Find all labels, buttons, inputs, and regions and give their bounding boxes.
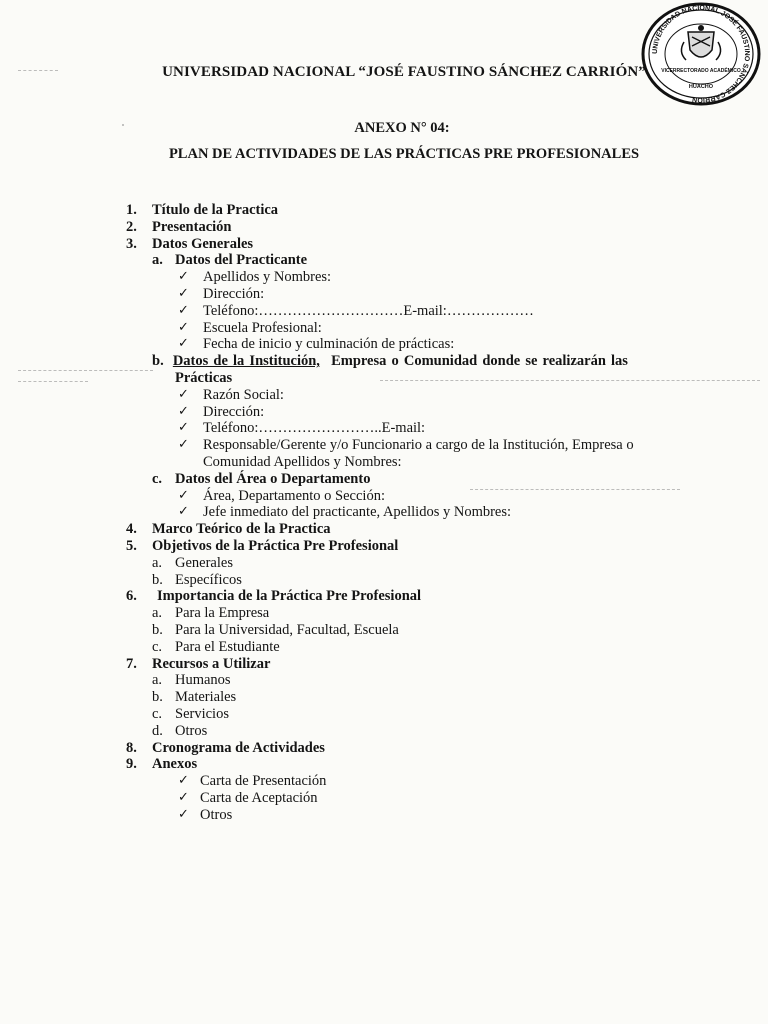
list-item-marker: c. bbox=[152, 705, 163, 722]
checklist-item-text: Carta de Presentación bbox=[200, 773, 327, 790]
subsection-title-part: Empresa o Comunidad donde se realizarán las bbox=[331, 353, 628, 370]
section-title: Cronograma de Actividades bbox=[152, 739, 325, 756]
outline-section bbox=[0, 756, 768, 773]
section-title: Datos Generales bbox=[152, 235, 254, 252]
list-item-marker: b. bbox=[152, 621, 163, 638]
plan-title: PLAN DE ACTIVIDADES DE LAS PRÁCTICAS PRE PROFESIONALES bbox=[168, 146, 640, 162]
section-title: Título de la Practica bbox=[152, 202, 279, 218]
list-item bbox=[0, 622, 768, 639]
outline-section bbox=[0, 219, 768, 236]
checklist-item bbox=[0, 320, 768, 337]
checkmark-icon: ✓ bbox=[178, 487, 189, 503]
checklist-item bbox=[0, 286, 768, 303]
university-seal-stamp bbox=[640, 2, 762, 106]
checklist-item bbox=[0, 790, 768, 807]
section-number: 6. bbox=[126, 588, 137, 605]
seal-ring-text: UNIVERSIDAD NACIONAL JOSÉ FAUSTINO SÁNCHEZ CARRIÓN bbox=[651, 4, 751, 104]
list-item-text: Materiales bbox=[175, 689, 237, 706]
section-number: 9. bbox=[126, 756, 137, 773]
outline-section bbox=[0, 538, 768, 555]
activity-outline bbox=[0, 202, 768, 823]
section-number: 8. bbox=[126, 739, 137, 756]
subsection-title: Datos del Área o Departamento bbox=[175, 470, 371, 487]
subsection bbox=[0, 471, 768, 488]
outline-section bbox=[0, 656, 768, 673]
list-item-text: Generales bbox=[175, 554, 233, 571]
list-item bbox=[0, 672, 768, 689]
checkmark-icon: ✓ bbox=[178, 269, 189, 285]
checklist-item-text: Dirección: bbox=[203, 403, 265, 420]
checkmark-icon: ✓ bbox=[178, 420, 189, 436]
list-item-text: Para el Estudiante bbox=[175, 638, 280, 655]
checkmark-icon: ✓ bbox=[178, 403, 189, 419]
section-title: Marco Teórico de la Practica bbox=[152, 521, 331, 538]
list-item-marker: d. bbox=[152, 722, 163, 739]
list-item-text: Otros bbox=[175, 722, 208, 739]
outline-section bbox=[0, 202, 768, 219]
checkmark-icon: ✓ bbox=[178, 773, 189, 789]
list-item-marker: a. bbox=[152, 605, 163, 622]
list-item-marker: a. bbox=[152, 672, 163, 689]
outline-section bbox=[0, 236, 768, 253]
seal-city: HUACHO bbox=[688, 84, 714, 90]
checklist-item-text: Carta de Aceptación bbox=[200, 789, 318, 806]
checklist-item-continuation bbox=[0, 454, 768, 471]
list-item-text: Para la Universidad, Facultad, Escuela bbox=[175, 621, 399, 638]
list-item-text: Humanos bbox=[175, 672, 231, 689]
subsection-title bbox=[152, 353, 628, 370]
list-item bbox=[0, 706, 768, 723]
checkmark-icon: ✓ bbox=[178, 336, 189, 352]
subsection-marker: a. bbox=[152, 252, 163, 269]
checklist-item bbox=[0, 420, 768, 437]
checklist-item bbox=[0, 437, 768, 454]
list-item-text: Específicos bbox=[175, 571, 242, 588]
checklist-item-text: Jefe inmediato del practicante, Apellidos y Nombres: bbox=[203, 504, 512, 521]
outline-section bbox=[0, 521, 768, 538]
university-title: UNIVERSIDAD NACIONAL “JOSÉ FAUSTINO SÁNCHEZ CARRIÓN” bbox=[162, 64, 646, 80]
checklist-item-text: Teléfono:…………………………E-mail:……………… bbox=[203, 302, 534, 319]
subsection-title-continuation bbox=[0, 370, 768, 387]
checkmark-icon: ✓ bbox=[178, 319, 189, 335]
checklist-item bbox=[0, 773, 768, 790]
section-number: 4. bbox=[126, 521, 137, 538]
checklist-item-text: Razón Social: bbox=[203, 386, 284, 403]
checklist-item-text: Comunidad Apellidos y Nombres: bbox=[203, 453, 402, 470]
list-item-marker: a. bbox=[152, 554, 163, 571]
checkmark-icon: ✓ bbox=[178, 789, 189, 805]
section-title: Recursos a Utilizar bbox=[152, 655, 271, 672]
seal-inner-text: VICERRECTORADO ACADÉMICO bbox=[661, 68, 741, 74]
section-title: Importancia de la Práctica Pre Profesional bbox=[157, 588, 422, 605]
list-item-marker: b. bbox=[152, 571, 163, 588]
checklist-item bbox=[0, 387, 768, 404]
section-title: Anexos bbox=[152, 756, 198, 773]
subsection-marker: c. bbox=[152, 470, 163, 487]
list-item bbox=[0, 639, 768, 656]
checklist-item bbox=[0, 504, 768, 521]
subsection bbox=[0, 252, 768, 269]
section-number: 3. bbox=[126, 235, 137, 252]
checklist-item-text: Área, Departamento o Sección: bbox=[203, 487, 385, 504]
checklist-item-text: Apellidos y Nombres: bbox=[203, 269, 332, 286]
checkmark-icon: ✓ bbox=[178, 302, 189, 318]
subsection-title-part: Datos de la Institución, bbox=[172, 353, 320, 370]
checklist-item-text: Dirección: bbox=[203, 285, 265, 302]
checklist-item bbox=[0, 303, 768, 320]
checklist-item-text: Responsable/Gerente y/o Funcionario a cargo de la Institución, Empresa o bbox=[203, 437, 634, 454]
section-number: 7. bbox=[126, 655, 137, 672]
section-title: Presentación bbox=[152, 218, 232, 235]
list-item bbox=[0, 572, 768, 589]
list-item bbox=[0, 605, 768, 622]
checklist-item-text: Otros bbox=[200, 806, 233, 823]
outline-section bbox=[0, 740, 768, 757]
list-item bbox=[0, 723, 768, 740]
annex-number: ANEXO N° 04: bbox=[354, 120, 450, 136]
checkmark-icon: ✓ bbox=[178, 504, 189, 520]
checkmark-icon: ✓ bbox=[178, 806, 189, 822]
checklist-item-text: Teléfono:……………………..E-mail: bbox=[203, 420, 426, 437]
checklist-item bbox=[0, 404, 768, 421]
checklist-item bbox=[0, 807, 768, 824]
checklist-item bbox=[0, 336, 768, 353]
list-item-marker: b. bbox=[152, 689, 163, 706]
list-item-marker: c. bbox=[152, 638, 163, 655]
list-item-text: Para la Empresa bbox=[175, 605, 270, 622]
section-number: 1. bbox=[126, 202, 137, 218]
checklist-item bbox=[0, 488, 768, 505]
checkmark-icon: ✓ bbox=[178, 386, 189, 402]
subsection-title: Datos del Practicante bbox=[175, 252, 308, 269]
section-title: Objetivos de la Práctica Pre Profesional bbox=[152, 537, 399, 554]
checklist-item bbox=[0, 269, 768, 286]
section-number: 2. bbox=[126, 218, 137, 235]
checkmark-icon: ✓ bbox=[178, 437, 189, 453]
subsection bbox=[0, 353, 768, 370]
subsection-title-part: Prácticas bbox=[175, 369, 233, 386]
checklist-item-text: Escuela Profesional: bbox=[203, 319, 322, 336]
list-item bbox=[0, 555, 768, 572]
checkmark-icon: ✓ bbox=[178, 285, 189, 301]
section-number: 5. bbox=[126, 537, 137, 554]
checklist-item-text: Fecha de inicio y culminación de prácticas: bbox=[203, 336, 455, 353]
list-item-text: Servicios bbox=[175, 705, 229, 722]
outline-section bbox=[0, 588, 768, 605]
list-item bbox=[0, 689, 768, 706]
subsection-marker: b. bbox=[152, 353, 164, 370]
